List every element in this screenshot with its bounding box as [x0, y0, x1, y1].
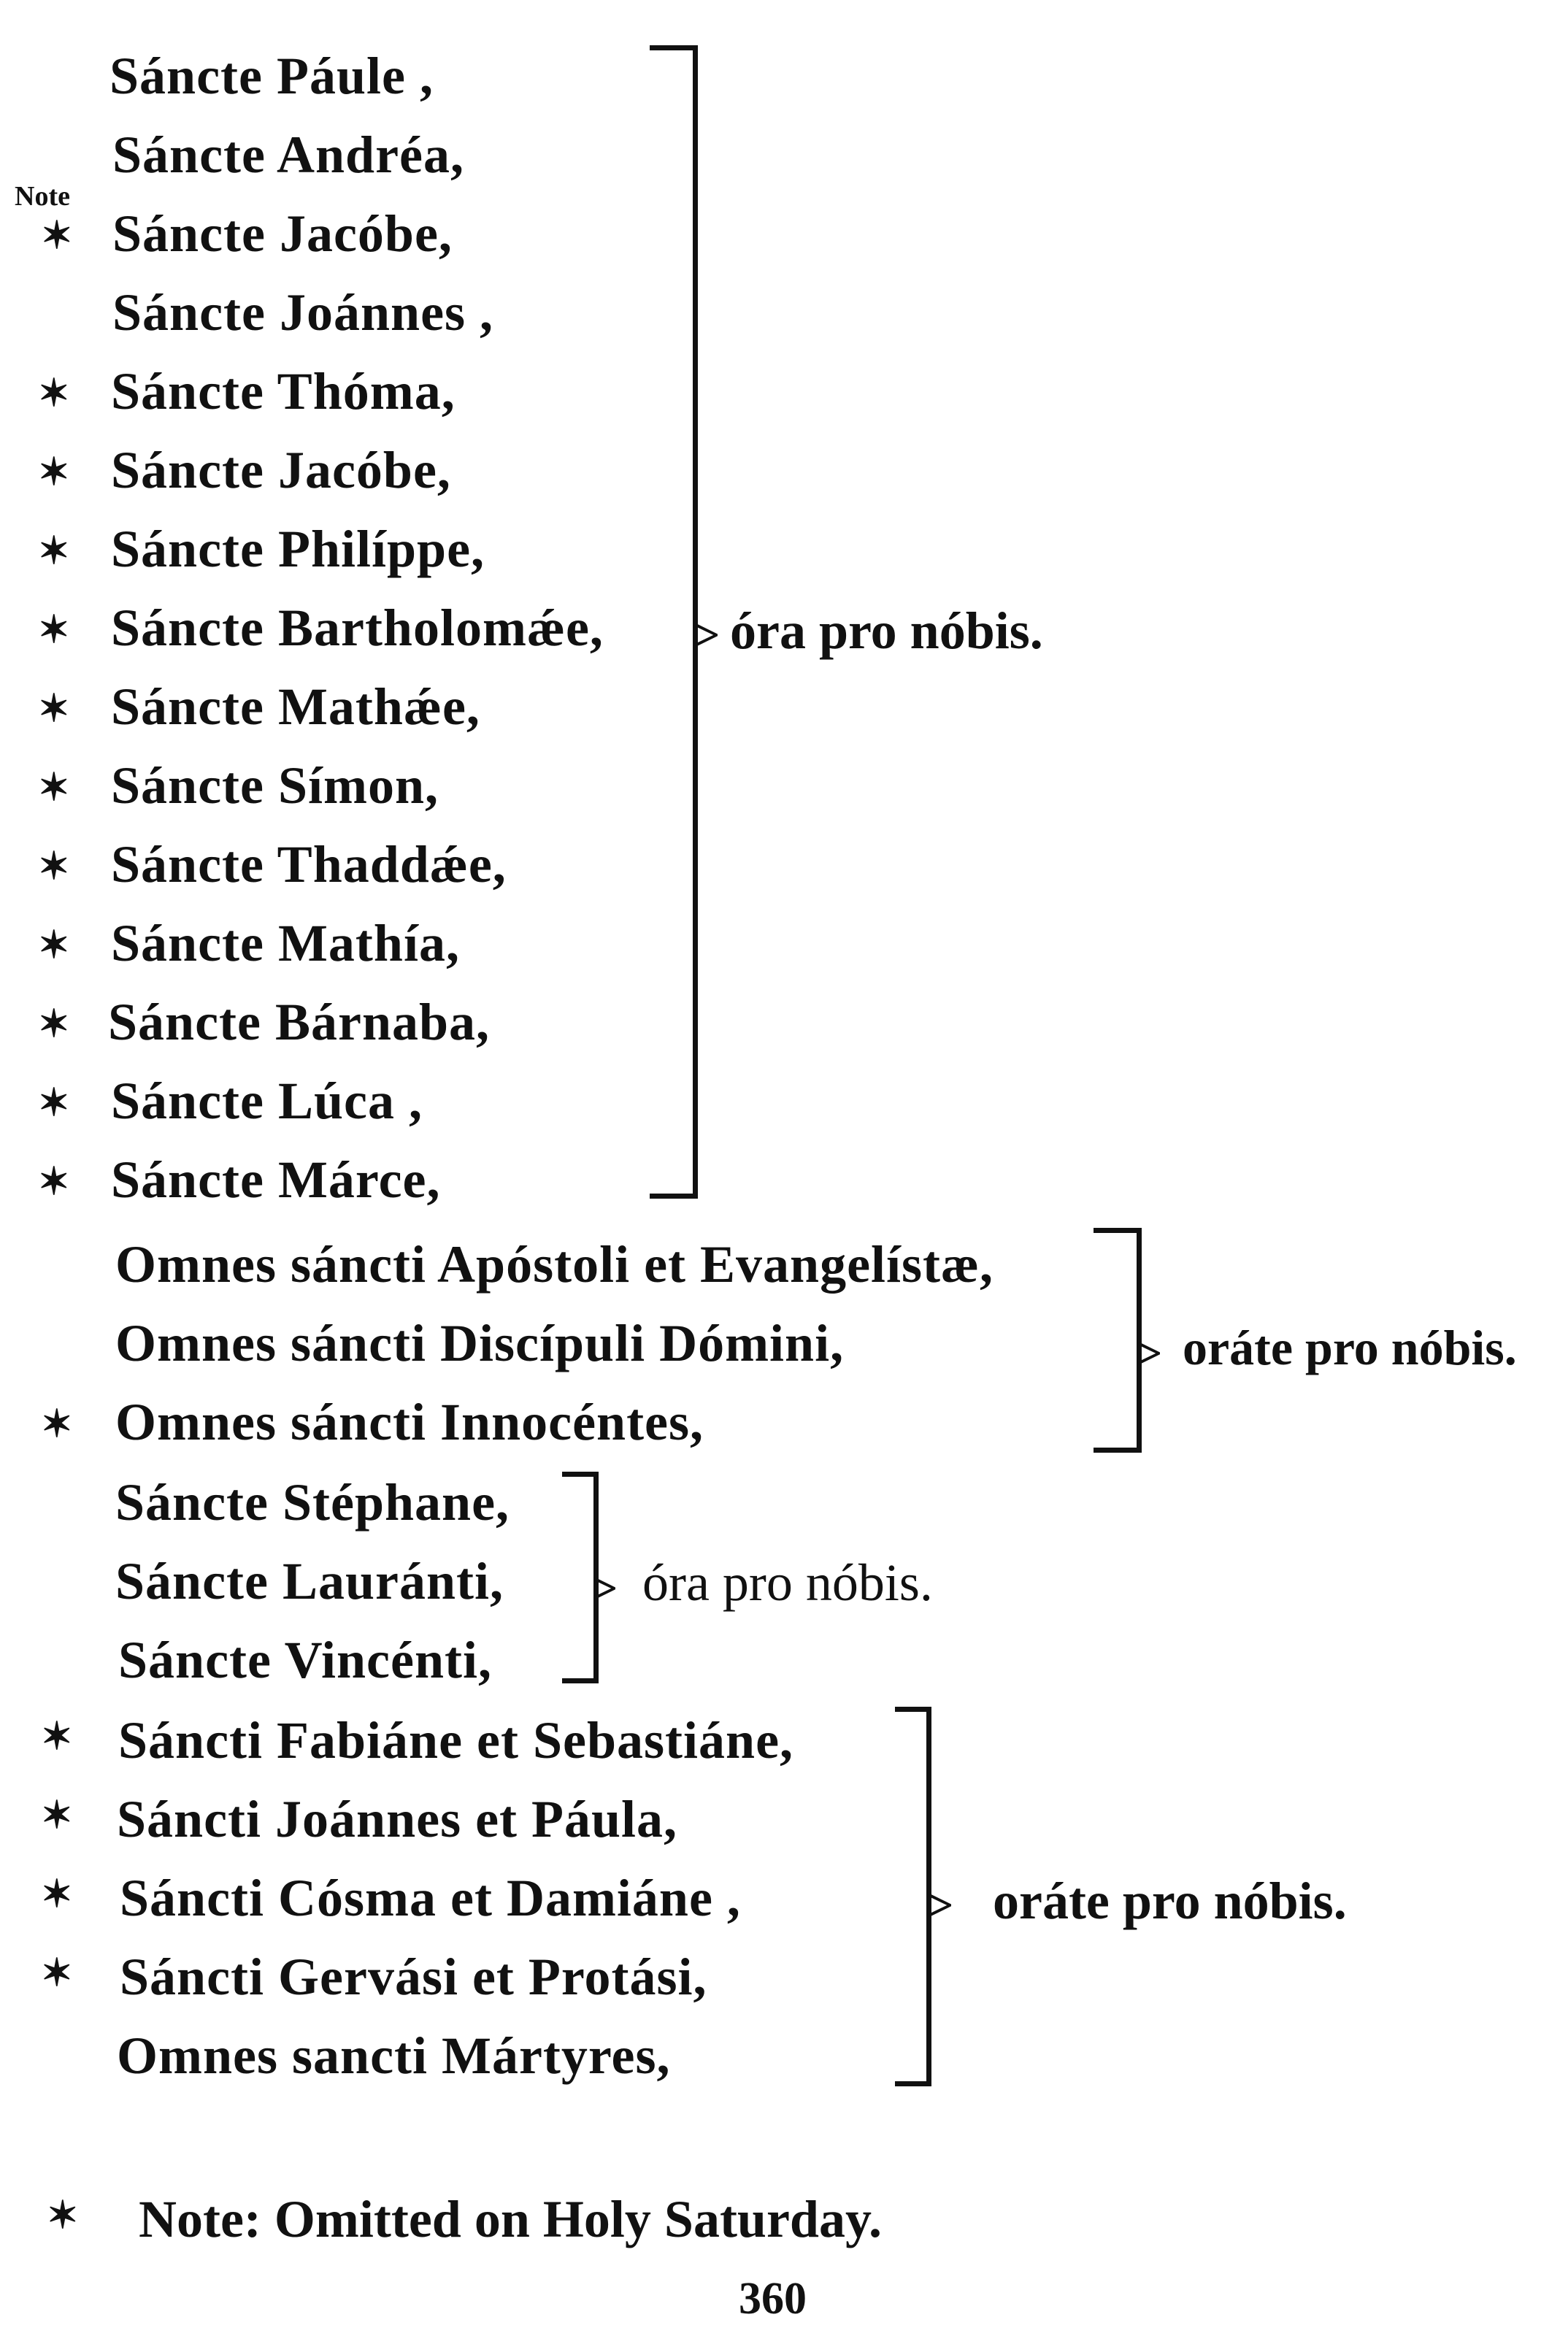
star-icon: ✶	[38, 1083, 70, 1124]
star-icon: ✶	[38, 767, 70, 809]
litany-line: Sáncti Cósma et Damiáne ,	[120, 1869, 741, 1927]
litany-line: Sáncte Thaddǽe,	[111, 835, 507, 894]
star-icon: ✶	[41, 1795, 73, 1837]
bracket-point: >	[927, 1879, 954, 1931]
star-icon: ✶	[38, 610, 70, 651]
litany-line: Omnes sáncti Innocéntes,	[115, 1393, 704, 1451]
litany-line: Sáncte Lúca ,	[111, 1072, 423, 1130]
bracket	[895, 1707, 931, 2086]
star-icon: ✶	[38, 373, 70, 415]
star-icon: ✶	[41, 215, 73, 257]
litany-line: Sáncte Jacóbe,	[111, 441, 451, 499]
star-icon: ✶	[38, 925, 70, 967]
litany-line: Sáncte Mathía,	[111, 914, 460, 972]
litany-line: Omnes sáncti Discípuli Dómini,	[115, 1314, 845, 1372]
bracket-point: >	[1136, 1327, 1163, 1379]
litany-line: Sáncte Thóma,	[111, 362, 456, 420]
litany-line: Sáncte Símon,	[111, 756, 439, 815]
litany-line: Sáncte Bárnaba,	[108, 993, 491, 1051]
footnote: Note: Omitted on Holy Saturday.	[139, 2190, 882, 2248]
star-icon: ✶	[38, 688, 70, 730]
litany-line: Sáncte Vincénti,	[118, 1631, 492, 1689]
litany-line: Sáncte Philíppe,	[111, 520, 485, 578]
bracket	[650, 45, 698, 1199]
litany-line: Omnes sáncti Apóstoli et Evangelístæ,	[115, 1235, 994, 1294]
response-text: óra pro nóbis.	[642, 1553, 933, 1612]
page-number: 360	[739, 2274, 807, 2324]
star-icon: ✶	[38, 846, 70, 888]
litany-line: Sáncte Mathǽe,	[111, 677, 480, 736]
litany-line: Sáncti Joánnes et Páula,	[117, 1790, 678, 1848]
litany-line: Sáncte Lauránti,	[115, 1552, 504, 1610]
response-text: oráte pro nóbis.	[993, 1872, 1347, 1930]
star-icon: ✶	[38, 531, 70, 572]
star-icon: ✶	[41, 1874, 73, 1916]
bracket	[1094, 1228, 1142, 1453]
litany-line: Sáncti Gervási et Protási,	[120, 1948, 707, 2006]
star-icon: ✶	[41, 1716, 73, 1758]
litany-line: Sáncti Fabiáne et Sebastiáne,	[118, 1711, 794, 1770]
litany-line: Sáncte Joánnes ,	[112, 283, 494, 342]
star-icon: ✶	[38, 1161, 70, 1203]
litany-line: Sáncte Jacóbe,	[112, 204, 453, 263]
litany-line: Sáncte Stéphane,	[115, 1473, 510, 1532]
litany-line: Sáncte Páule ,	[109, 47, 434, 105]
litany-line: Omnes sancti Mártyres,	[117, 2026, 671, 2085]
response-text: óra pro nóbis.	[730, 602, 1043, 660]
bracket-point: >	[693, 609, 720, 661]
note-marker: Note	[15, 181, 70, 212]
star-icon: ✶	[47, 2195, 79, 2237]
star-icon: ✶	[41, 1953, 73, 1994]
litany-line: Sáncte Márce,	[111, 1150, 441, 1209]
litany-line: Sáncte Andréa,	[112, 126, 464, 184]
response-text: oráte pro nóbis.	[1183, 1320, 1517, 1375]
star-icon: ✶	[38, 452, 70, 493]
bracket-point: >	[591, 1562, 618, 1614]
litany-line: Sáncte Bartholomǽe,	[111, 599, 604, 657]
star-icon: ✶	[38, 1004, 70, 1045]
star-icon: ✶	[41, 1404, 73, 1445]
